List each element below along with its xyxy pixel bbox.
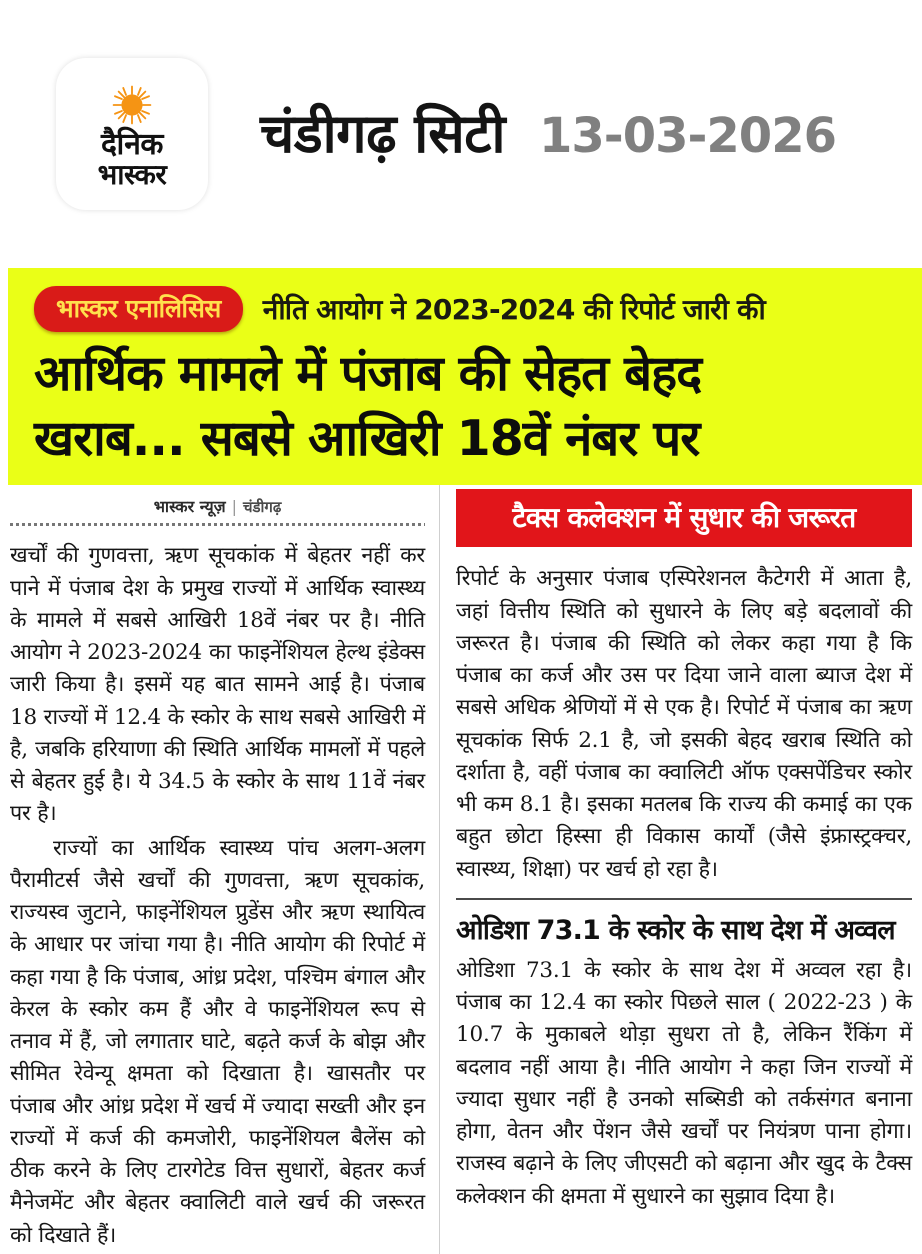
section-divider (456, 898, 912, 900)
right-paragraph-1: रिपोर्ट के अनुसार पंजाब एस्पिरेशनल कैटेगरी में आता है, जहां वित्तीय स्थिति को सुधारने के लिए बड़े बदलावों की जरूरत है। पंजाब की स्थिति को लेकर कहा गया है कि पंजाब का कर्ज और उस पर दिया जाने वाला ब्याज देश में सबसे अधिक श्रेणियों में से एक है। रिपोर्ट में पंजाब का ऋण सूचकांक सिर्फ 2.1 है, जो इसकी बेहद खराब स्थिति को दर्शाता है, वहीं पंजाब का क्वालिटी ऑफ एक्सपेंडिचर स्कोर भी कम 8.1 है। इसका मतलब कि राज्य की कमाई का एक बहुत छोटा हिस्सा ही विकास कार्यों (जैसे इंफ्रास्ट्रक्चर, स्वास्थ्य, शिक्षा) पर खर्च हो रहा है। (456, 566, 912, 882)
byline-divider (10, 523, 425, 526)
byline-separator: | (231, 497, 237, 517)
logo-text-dainik: दैनिक (101, 127, 163, 163)
article-body (0, 485, 922, 1254)
bhaskar-analysis-badge: भास्कर एनालिसिस (34, 286, 243, 332)
left-paragraph-2: राज्यों का आर्थिक स्वास्थ्य पांच अलग-अलग पैरामीटर्स जैसे खर्चों की गुणवत्ता, ऋण सूचकांक, राज्यस्व जुटाने, फाइनेंशियल प्रुडेंस और ऋण स्थायित्व के आधार पर जांचा गया है। नीति आयोग की रिपोर्ट में कहा गया है कि पंजाब, आंध्र प्रदेश, पश्चिम बंगाल और केरल के स्कोर कम हैं और वे फाइनेंशियल रूप से तनाव में हैं, जो लगातार घाटे, बढ़ते कर्ज के बोझ और सीमित रेवेन्यू क्षमता को दिखाता है। खासतौर पर पंजाब और आंध्र प्रदेश में खर्च में ज्यादा सख्ती और इन राज्यों में कर्ज की कमजोरी, फाइनेंशियल बैलेंस को ठीक करने के लिए टारगेटेड वित्त सुधारों, बेहतर कर्ज मैनेजमेंट और बेहतर क्वालिटी वाले खर्च की जरूरत को दिखाते हैं। (10, 835, 425, 1248)
byline-place: चंडीगढ़ (242, 498, 282, 517)
kicker-text: नीति आयोग ने 2023-2024 की रिपोर्ट जारी की (262, 293, 765, 326)
logo-text-bhaskar: भास्कर (97, 158, 167, 192)
right-paragraph-2: ओडिशा 73.1 के स्कोर के साथ देश में अव्वल रहा है। पंजाब का 12.4 का स्कोर पिछले साल ( 2022-23 ) के 10.7 के मुकाबले थोड़ा सुधरा तो है, लेकिन रैंकिंग में बदलाव नहीं आया है। नीति आयोग ने कहा जिन राज्यों में ज्यादा सुधार नहीं है उनको सब्सिडी को तर्कसंगत बनाना होगा, वेतन और पेंशन जैसे खर्चों पर नियंत्रण पाना होगा। राजस्व बढ़ाने के लिए जीएसटी को बढ़ाना और खुद के टैक्स कलेक्शन की क्षमता में सुधारने का सुझाव दिया है। (456, 957, 912, 1209)
main-headline (8, 342, 922, 471)
right-column (440, 485, 912, 1254)
headline-banner (8, 268, 922, 485)
kicker-row (8, 286, 922, 332)
sun-icon (109, 82, 155, 128)
left-column (10, 485, 440, 1254)
headline-line-1: आर्थिक मामले में पंजाब की सेहत बेहद (34, 345, 702, 402)
edition-date: 13-03-2026 (538, 108, 836, 164)
masthead (0, 0, 922, 268)
edition-block (260, 94, 836, 174)
byline-source: भास्कर न्यूज़ (153, 497, 226, 517)
left-paragraph-1: खर्चों की गुणवत्ता, ऋण सूचकांक में बेहतर नहीं कर पाने में पंजाब देश के प्रमुख राज्यों में आर्थिक स्वास्थ्य के मामले में सबसे आखिरी 18वें नंबर पर है। नीति आयोग ने 2023-2024 का फाइनेंशियल हेल्थ इंडेक्स जारी किया है। इसमें यह बात सामने आई है। पंजाब 18 राज्यों में 12.4 के स्कोर के साथ सबसे आखिरी में है, जबकि हरियाणा की स्थिति आर्थिक मामलों में पहले से बेहतर हुई है। ये 34.5 के स्कोर के साथ 11वें नंबर पर है। (10, 543, 425, 827)
dainik-bhaskar-logo[interactable] (56, 58, 208, 210)
tax-collection-banner: टैक्स कलेक्शन में सुधार की जरूरत (456, 489, 912, 547)
headline-line-2: खराब... सबसे आखिरी 18वें नंबर पर (34, 409, 700, 467)
edition-name: चंडीगढ़ सिटी (260, 102, 505, 165)
odisha-subheadline: ओडिशा 73.1 के स्कोर के साथ देश में अव्वल (456, 914, 895, 946)
byline (10, 495, 425, 523)
